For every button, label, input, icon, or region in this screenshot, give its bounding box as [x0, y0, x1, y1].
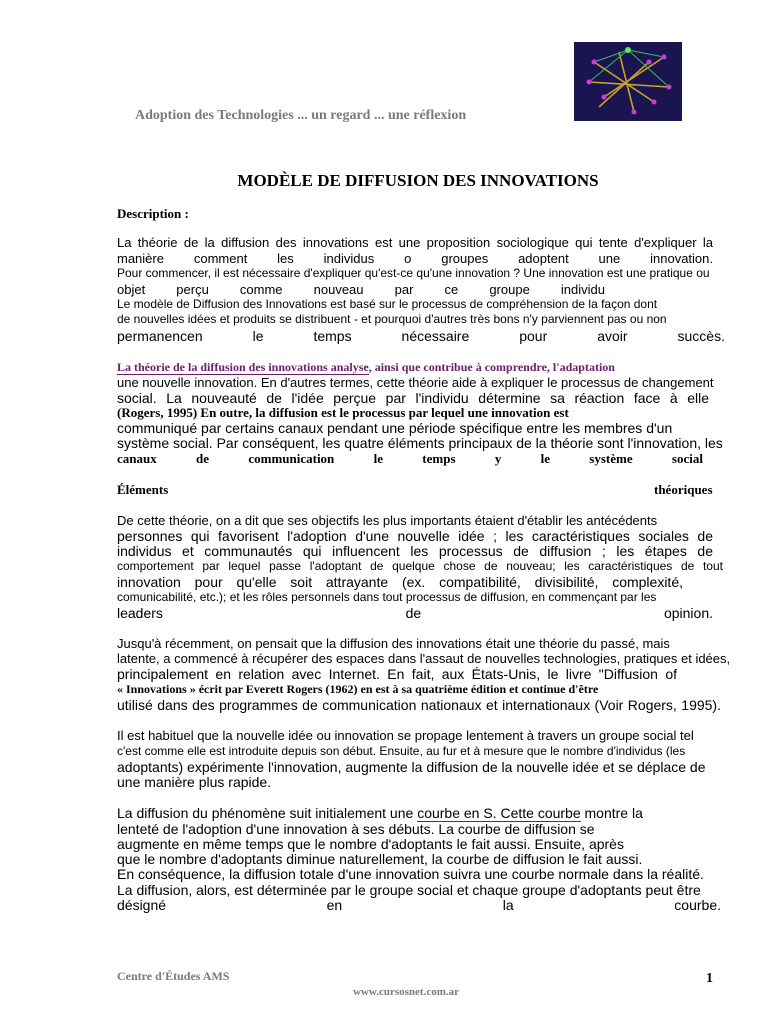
- network-logo-image: [574, 42, 682, 121]
- p2-line: (Rogers, 1995) En outre, la diffusion est le processus par lequel une innovation est: [117, 405, 569, 420]
- p3-line: individus et communautés qui influencent les processus de diffusion ; les étapes de: [117, 543, 713, 559]
- p4-line: « Innovations » écrit par Everett Rogers (1962) en est à sa quatrième édition et continue d'être: [117, 682, 599, 696]
- p3-line: leaders de opinion.: [117, 605, 713, 621]
- page-title: MODÈLE DE DIFFUSION DES INNOVATIONS: [237, 171, 599, 190]
- p4-line: utilisé dans des programmes de communication nationaux et internationaux (Voir Rogers, 1995).: [117, 697, 721, 713]
- p6-line: En conséquence, la diffusion totale d'une innovation suivra une courbe normale dans la réalité.: [117, 866, 704, 882]
- description-heading: Description :: [117, 206, 189, 221]
- p3-line: De cette théorie, on a dit que ses objectifs les plus importants étaient d'établir les antécédents: [117, 513, 658, 528]
- p1-line: de nouvelles idées et produits se distribuent - et pourquoi d'autres très bons n'y parviennent pas ou non: [117, 312, 667, 326]
- p6-line: augmente en même temps que le nombre d'adoptants le fait aussi. Ensuite, après: [117, 836, 624, 852]
- p3-line: innovation pour qu'elle soit attrayante (ex. compatibilité, divisibilité, complexité,: [117, 574, 683, 590]
- p2-line: canaux de communication le temps y le système social: [117, 451, 703, 466]
- p1-line: Le modèle de Diffusion des Innovations est basé sur le processus de compréhension de la façon dont: [117, 297, 658, 311]
- footer-url[interactable]: www.cursosnet.com.ar: [352, 986, 459, 998]
- p5-line: Il est habituel que la nouvelle idée ou innovation se propage lentement à travers un groupe social tel: [117, 728, 694, 743]
- p1-line: Pour commencer, il est nécessaire d'expliquer qu'est-ce qu'une innovation ? Une innovation est une pratique ou: [117, 266, 710, 280]
- p6-line: lenteté de l'adoption d'une innovation à ses débuts. La courbe de diffusion se: [117, 821, 595, 837]
- p1-line: manière comment les individus o groupes adoptent une innovation.: [117, 251, 713, 266]
- p2-line: communiqué par certains canaux pendant une période spécifique entre les membres d'un: [117, 420, 673, 436]
- p5-line: c'est comme elle est introduite depuis son début. Ensuite, au fur et à mesure que le nombre d'individus (les: [117, 744, 686, 758]
- p2-first-line: [117, 360, 713, 375]
- p4-line: latente, a commencé à récupérer des espaces dans l'assaut de nouvelles technologies, pratiques et idées,: [117, 651, 731, 666]
- p1-line: La théorie de la diffusion des innovations est une proposition sociologique qui tente d'expliquer la: [117, 235, 713, 250]
- p2-line: social. La nouveauté de l'idée perçue par l'individu détermine sa réaction face à elle: [117, 390, 709, 406]
- p3-line: comportement par lequel passe l'adoptant de quelque chose de nouveau; les caractéristiques de tout: [117, 559, 723, 573]
- p3-line: personnes qui favorisent l'adoption d'une nouvelle idée ; les caractéristiques sociales de: [117, 528, 713, 544]
- p1-line: permanencen le temps nécessaire pour avoir succès.: [117, 328, 725, 344]
- p4-line: principalement en relation avec Internet. En fait, aux États-Unis, le livre "Diffusion of: [117, 666, 677, 682]
- s-curve-link[interactable]: courbe en S. Cette courbe: [417, 805, 581, 821]
- p1-line: objet perçu comme nouveau par ce groupe individu: [117, 282, 605, 297]
- p6-line1-post: montre la: [580, 805, 643, 821]
- elements-heading-left: Éléments: [117, 482, 169, 497]
- header-tagline: Adoption des Technologies ... un regard ... une réflexion: [135, 108, 467, 123]
- p2-line: système social. Par conséquent, les quatre éléments principaux de la théorie sont l'innovation, les: [117, 435, 723, 451]
- p2-line: une nouvelle innovation. En d'autres termes, cette théorie aide à expliquer le processus de changement: [117, 375, 714, 390]
- p3-line: comunicabilité, etc.); et les rôles personnels dans tout processus de diffusion, en commençant par les: [117, 590, 657, 604]
- p4-line: Jusqu'à récemment, on pensait que la diffusion des innovations était une théorie du passé, mais: [117, 636, 670, 651]
- page-number: 1: [706, 971, 713, 986]
- p2-link[interactable]: La théorie de la diffusion des innovations analyse: [117, 360, 369, 374]
- p6-line: désigné en la courbe.: [117, 897, 721, 913]
- p5-line: adoptants) expérimente l'innovation, augmente la diffusion de la nouvelle idée et se déplace de: [117, 759, 706, 775]
- p6-line: La diffusion, alors, est déterminée par le groupe social et chaque groupe d'adoptants peut être: [117, 882, 701, 898]
- p6-line1-pre: La diffusion du phénomène suit initialement une: [117, 805, 418, 821]
- p6-first-line: [117, 805, 713, 821]
- elements-heading-right: théoriques: [654, 482, 713, 497]
- p5-line: une manière plus rapide.: [117, 774, 272, 790]
- footer-org: Centre d'Études AMS: [117, 969, 230, 983]
- p6-line: que le nombre d'adoptants diminue naturellement, la courbe de diffusion le fait aussi.: [117, 851, 643, 867]
- p2-line1-rest: , ainsi que contribue à comprendre, l'adaptation: [368, 360, 615, 374]
